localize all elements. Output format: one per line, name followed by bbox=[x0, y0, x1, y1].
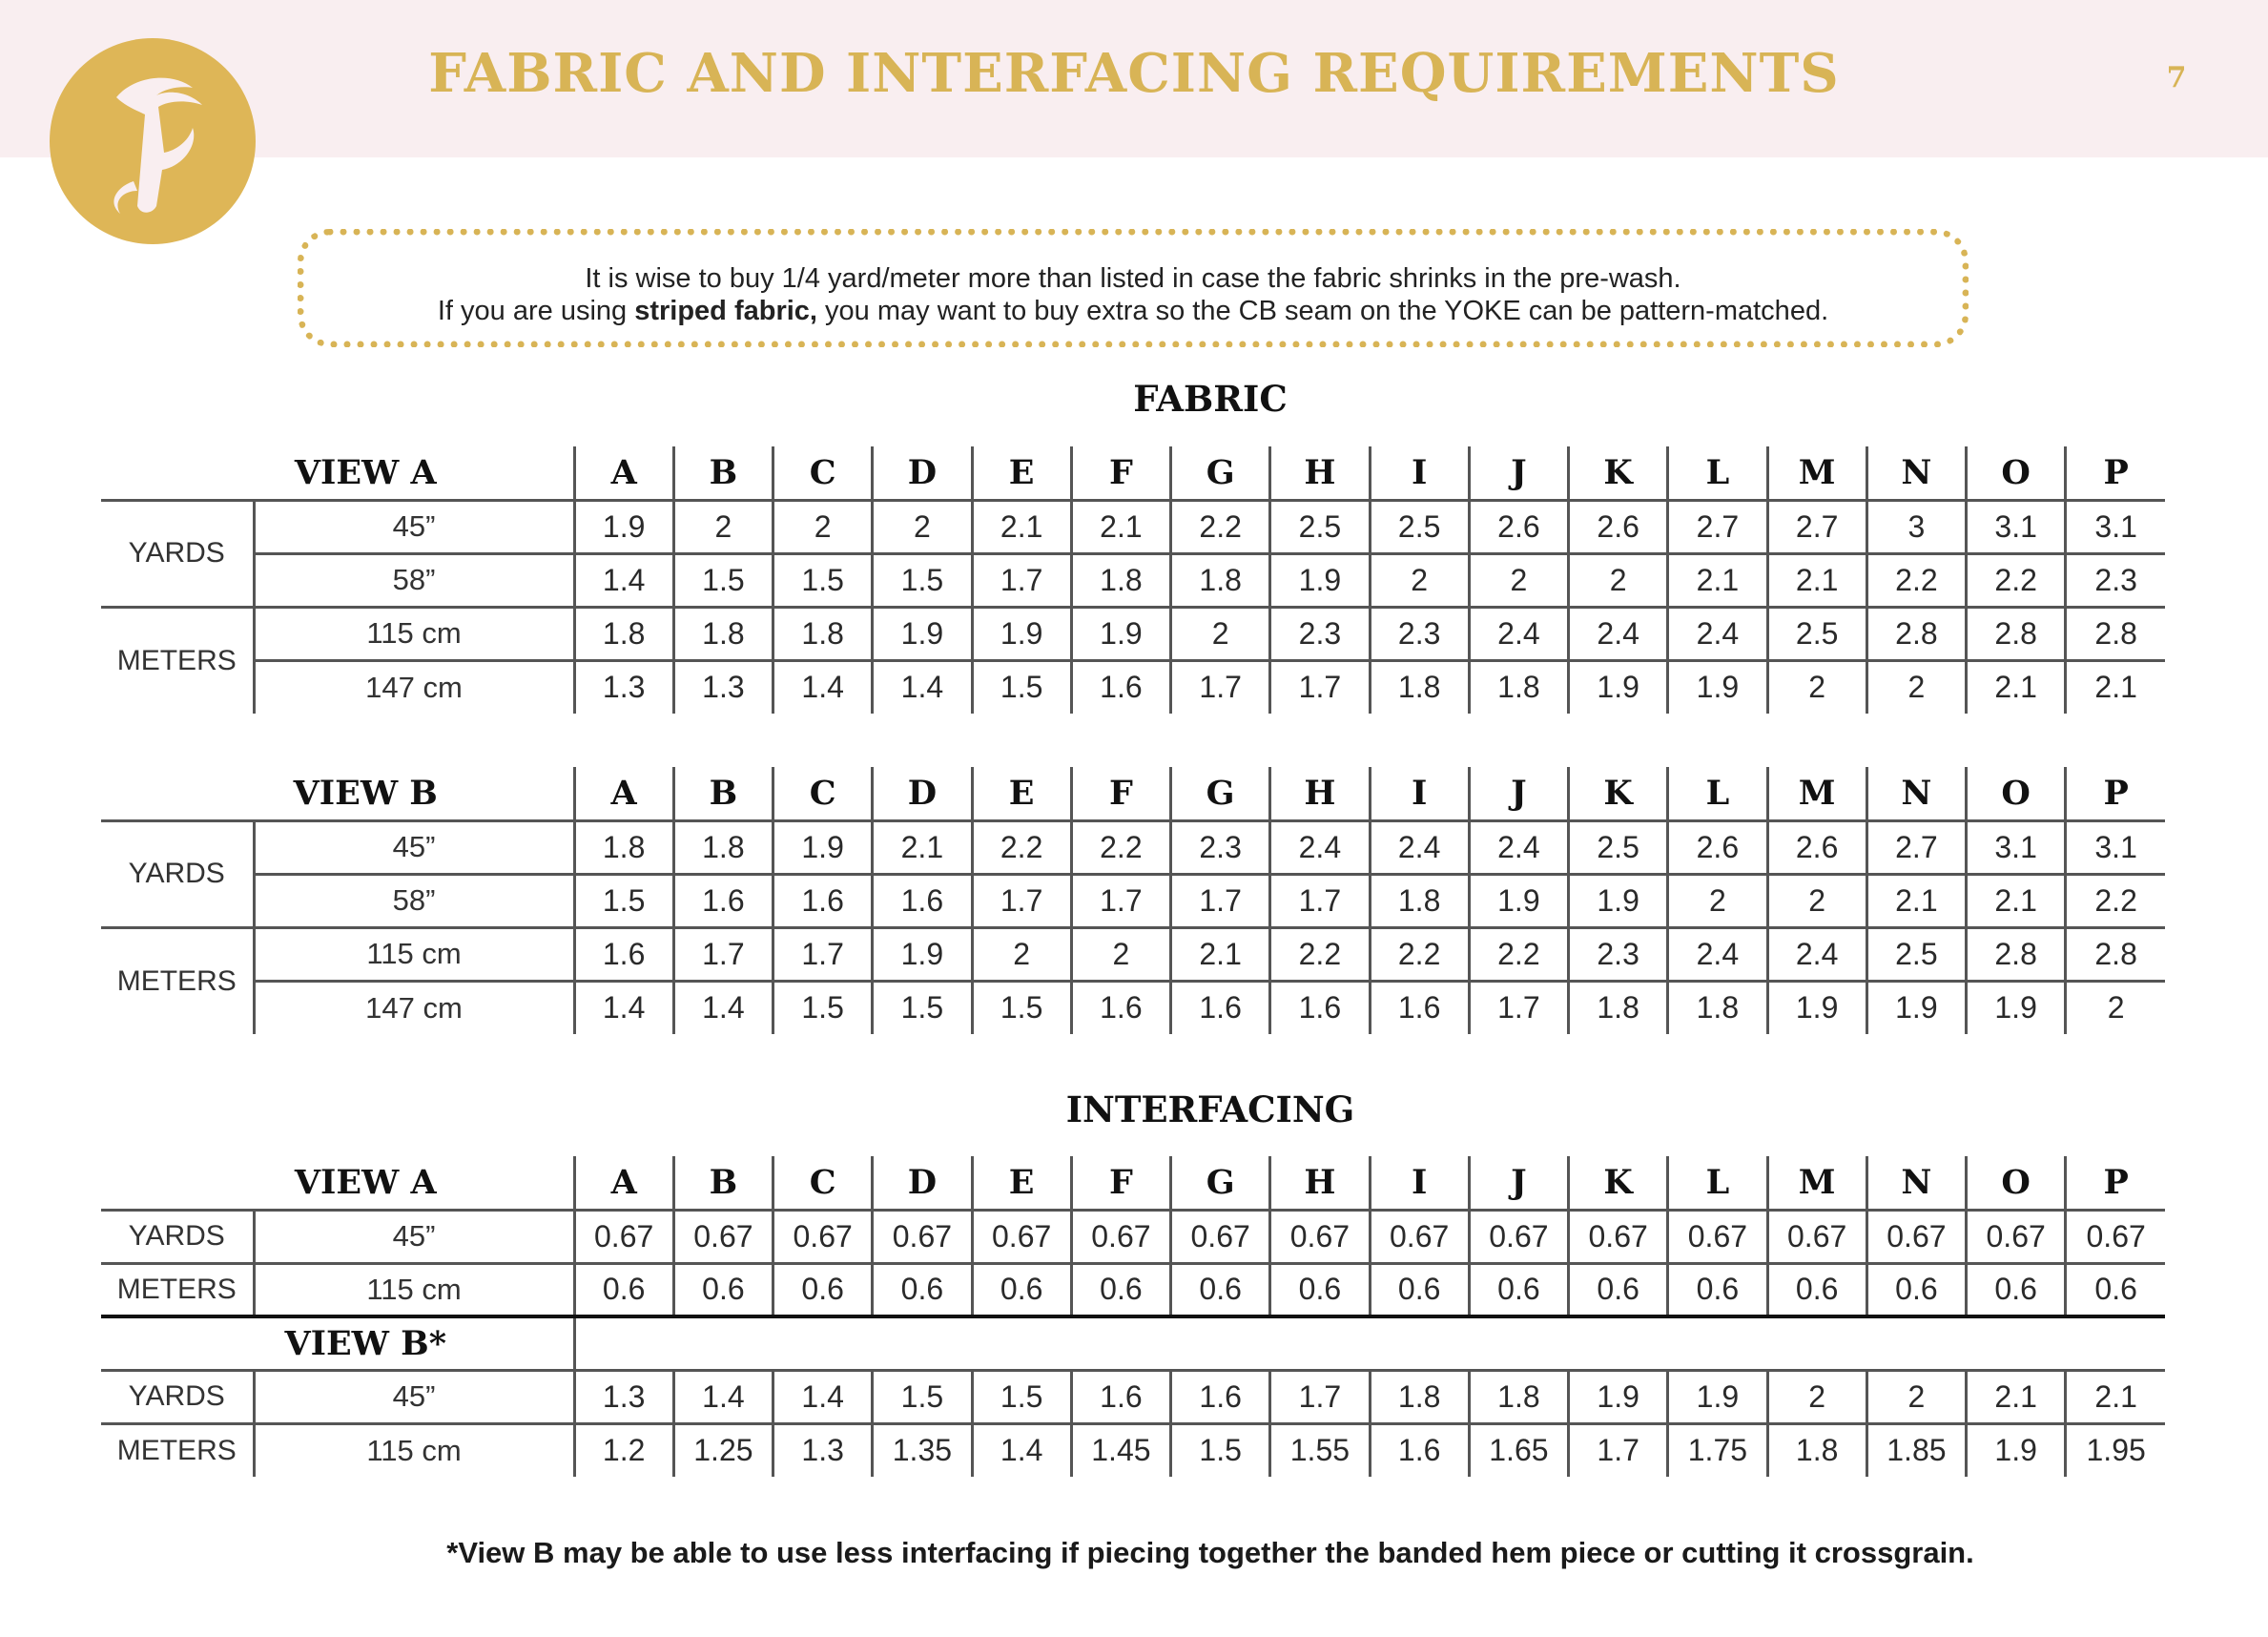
size-header: C bbox=[773, 1156, 873, 1210]
value-cell: 1.5 bbox=[873, 981, 972, 1034]
value-cell: 0.67 bbox=[1866, 1210, 1966, 1263]
value-cell: 1.8 bbox=[1668, 981, 1767, 1034]
size-header: M bbox=[1767, 446, 1866, 500]
size-header: J bbox=[1469, 1156, 1568, 1210]
size-header: D bbox=[873, 446, 972, 500]
value-cell: 1.5 bbox=[873, 1370, 972, 1423]
value-cell: 2 bbox=[1866, 1370, 1966, 1423]
value-cell: 1.3 bbox=[773, 1423, 873, 1477]
value-cell: 1.7 bbox=[1469, 981, 1568, 1034]
value-cell: 2 bbox=[873, 500, 972, 553]
value-cell: 1.5 bbox=[574, 874, 673, 927]
value-cell: 1.9 bbox=[1569, 660, 1668, 714]
note-line-2-pre: If you are using bbox=[437, 296, 635, 326]
size-header: F bbox=[1071, 446, 1170, 500]
unit-label: YARDS bbox=[101, 1370, 254, 1423]
width-cell: 115 cm bbox=[254, 1263, 574, 1316]
size-header: O bbox=[1967, 446, 2066, 500]
value-cell: 2.4 bbox=[1270, 820, 1370, 874]
value-cell: 1.9 bbox=[1668, 1370, 1767, 1423]
value-cell: 1.6 bbox=[1071, 660, 1170, 714]
unit-label: YARDS bbox=[101, 1210, 254, 1263]
width-cell: 58” bbox=[254, 874, 574, 927]
value-cell: 1.4 bbox=[773, 660, 873, 714]
value-cell: 2.4 bbox=[1469, 607, 1568, 660]
value-cell: 2.2 bbox=[1469, 927, 1568, 981]
blank-cell bbox=[574, 1316, 2165, 1370]
value-cell: 1.8 bbox=[1071, 553, 1170, 607]
value-cell: 1.7 bbox=[1171, 874, 1270, 927]
value-cell: 1.45 bbox=[1071, 1423, 1170, 1477]
value-cell: 2.2 bbox=[972, 820, 1071, 874]
value-cell: 3.1 bbox=[2066, 820, 2165, 874]
value-cell: 2.6 bbox=[1668, 820, 1767, 874]
size-header: M bbox=[1767, 1156, 1866, 1210]
value-cell: 1.4 bbox=[773, 1370, 873, 1423]
size-header: E bbox=[972, 767, 1071, 820]
value-cell: 2 bbox=[1171, 607, 1270, 660]
value-cell: 2 bbox=[1866, 660, 1966, 714]
value-cell: 2.4 bbox=[1767, 927, 1866, 981]
value-cell: 0.6 bbox=[972, 1263, 1071, 1316]
interfacing-section-title: INTERFACING bbox=[1065, 1088, 1355, 1130]
unit-label: YARDS bbox=[101, 820, 254, 927]
value-cell: 1.8 bbox=[574, 820, 673, 874]
value-cell: 0.67 bbox=[1071, 1210, 1170, 1263]
size-header: I bbox=[1370, 767, 1469, 820]
value-cell: 2 bbox=[773, 500, 873, 553]
value-cell: 0.6 bbox=[1569, 1263, 1668, 1316]
value-cell: 2.2 bbox=[1866, 553, 1966, 607]
value-cell: 1.65 bbox=[1469, 1423, 1568, 1477]
value-cell: 1.6 bbox=[1071, 981, 1170, 1034]
value-cell: 2.2 bbox=[2066, 874, 2165, 927]
size-header: P bbox=[2066, 1156, 2165, 1210]
table-row bbox=[101, 1210, 2165, 1263]
width-cell: 45” bbox=[254, 500, 574, 553]
value-cell: 1.5 bbox=[873, 553, 972, 607]
value-cell: 0.67 bbox=[673, 1210, 773, 1263]
size-header: L bbox=[1668, 446, 1767, 500]
note-line-2-bold: striped fabric, bbox=[634, 296, 817, 326]
value-cell: 2 bbox=[1767, 874, 1866, 927]
size-header: E bbox=[972, 1156, 1071, 1210]
value-cell: 0.67 bbox=[1270, 1210, 1370, 1263]
value-cell: 1.5 bbox=[773, 553, 873, 607]
value-cell: 1.6 bbox=[873, 874, 972, 927]
value-cell: 0.6 bbox=[1370, 1263, 1469, 1316]
value-cell: 1.6 bbox=[1071, 1370, 1170, 1423]
value-cell: 0.6 bbox=[574, 1263, 673, 1316]
value-cell: 1.9 bbox=[1967, 1423, 2066, 1477]
value-cell: 1.3 bbox=[574, 660, 673, 714]
table-row bbox=[101, 1370, 2165, 1423]
value-cell: 2.5 bbox=[1370, 500, 1469, 553]
interfacing-table bbox=[101, 1156, 2165, 1477]
value-cell: 1.25 bbox=[673, 1423, 773, 1477]
unit-label: YARDS bbox=[101, 500, 254, 607]
value-cell: 1.85 bbox=[1866, 1423, 1966, 1477]
value-cell: 1.7 bbox=[972, 874, 1071, 927]
value-cell: 2 bbox=[972, 927, 1071, 981]
value-cell: 2.3 bbox=[2066, 553, 2165, 607]
value-cell: 2.1 bbox=[1171, 927, 1270, 981]
value-cell: 2.8 bbox=[1967, 607, 2066, 660]
value-cell: 0.6 bbox=[1071, 1263, 1170, 1316]
value-cell: 0.6 bbox=[1967, 1263, 2066, 1316]
value-cell: 2.1 bbox=[873, 820, 972, 874]
size-header: J bbox=[1469, 446, 1568, 500]
size-header: L bbox=[1668, 767, 1767, 820]
value-cell: 3.1 bbox=[1967, 500, 2066, 553]
width-cell: 58” bbox=[254, 553, 574, 607]
size-header: F bbox=[1071, 1156, 1170, 1210]
value-cell: 1.6 bbox=[673, 874, 773, 927]
value-cell: 0.67 bbox=[1767, 1210, 1866, 1263]
size-header: K bbox=[1569, 1156, 1668, 1210]
value-cell: 2.6 bbox=[1569, 500, 1668, 553]
value-cell: 1.9 bbox=[1469, 874, 1568, 927]
unit-label: METERS bbox=[116, 964, 237, 997]
value-cell: 0.6 bbox=[773, 1263, 873, 1316]
value-cell: 1.3 bbox=[574, 1370, 673, 1423]
width-cell: 115 cm bbox=[254, 607, 574, 660]
width-cell: 115 cm bbox=[254, 1423, 574, 1477]
value-cell: 2.1 bbox=[1866, 874, 1966, 927]
value-cell: 2 bbox=[1071, 927, 1170, 981]
note-box bbox=[298, 229, 1969, 347]
value-cell: 2 bbox=[1469, 553, 1568, 607]
width-cell: 147 cm bbox=[254, 660, 574, 714]
value-cell: 2.4 bbox=[1668, 607, 1767, 660]
value-cell: 2.6 bbox=[1767, 820, 1866, 874]
table-row bbox=[101, 660, 2165, 714]
value-cell: 1.7 bbox=[773, 927, 873, 981]
table-row bbox=[101, 553, 2165, 607]
value-cell: 0.67 bbox=[873, 1210, 972, 1263]
size-header: G bbox=[1171, 446, 1270, 500]
value-cell: 2.4 bbox=[1569, 607, 1668, 660]
value-cell: 1.9 bbox=[873, 607, 972, 660]
note-line-2 bbox=[304, 295, 1962, 327]
value-cell: 0.67 bbox=[1469, 1210, 1568, 1263]
value-cell: 1.8 bbox=[574, 607, 673, 660]
size-header: B bbox=[673, 767, 773, 820]
view-label: VIEW B bbox=[101, 767, 574, 820]
value-cell: 1.4 bbox=[673, 1370, 773, 1423]
value-cell: 1.7 bbox=[1270, 1370, 1370, 1423]
note-line-2-post: you may want to buy extra so the CB seam on the YOKE can be pattern-matched. bbox=[816, 296, 1829, 326]
value-cell: 0.6 bbox=[873, 1263, 972, 1316]
value-cell: 0.67 bbox=[574, 1210, 673, 1263]
value-cell: 0.6 bbox=[2066, 1263, 2165, 1316]
value-cell: 1.6 bbox=[773, 874, 873, 927]
value-cell: 2.3 bbox=[1171, 820, 1270, 874]
value-cell: 2.8 bbox=[1866, 607, 1966, 660]
table-row bbox=[101, 1263, 2165, 1316]
value-cell: 1.8 bbox=[1767, 1423, 1866, 1477]
table-header-row bbox=[101, 1156, 2165, 1210]
value-cell: 2.7 bbox=[1767, 500, 1866, 553]
value-cell: 0.6 bbox=[1668, 1263, 1767, 1316]
value-cell: 2.1 bbox=[1071, 500, 1170, 553]
unit-label: METERS bbox=[101, 1263, 254, 1316]
value-cell: 1.9 bbox=[1270, 553, 1370, 607]
value-cell: 1.9 bbox=[1569, 874, 1668, 927]
value-cell: 2.5 bbox=[1767, 607, 1866, 660]
value-cell: 1.4 bbox=[574, 553, 673, 607]
value-cell: 1.5 bbox=[773, 981, 873, 1034]
value-cell: 1.6 bbox=[574, 927, 673, 981]
value-cell: 2 bbox=[1668, 874, 1767, 927]
value-cell: 1.6 bbox=[1171, 1370, 1270, 1423]
value-cell: 1.55 bbox=[1270, 1423, 1370, 1477]
value-cell: 1.9 bbox=[773, 820, 873, 874]
value-cell: 1.8 bbox=[1469, 1370, 1568, 1423]
table-row bbox=[101, 820, 2165, 874]
value-cell: 2.5 bbox=[1569, 820, 1668, 874]
value-cell: 3.1 bbox=[1967, 820, 2066, 874]
size-header: A bbox=[574, 446, 673, 500]
value-cell: 1.9 bbox=[574, 500, 673, 553]
value-cell: 2.4 bbox=[1370, 820, 1469, 874]
unit-label: METERS bbox=[116, 644, 237, 676]
value-cell: 2 bbox=[1370, 553, 1469, 607]
size-header: K bbox=[1569, 767, 1668, 820]
value-cell: 1.6 bbox=[1370, 1423, 1469, 1477]
size-header: E bbox=[972, 446, 1071, 500]
footnote: *View B may be able to use less interfacing if piecing together the banded hem piece or cutting it crossgrain. bbox=[446, 1536, 1974, 1569]
value-cell: 2.1 bbox=[1967, 1370, 2066, 1423]
value-cell: 2.2 bbox=[1071, 820, 1170, 874]
value-cell: 3.1 bbox=[2066, 500, 2165, 553]
value-cell: 1.9 bbox=[972, 607, 1071, 660]
size-header: I bbox=[1370, 446, 1469, 500]
value-cell: 2.8 bbox=[2066, 607, 2165, 660]
size-header: J bbox=[1469, 767, 1568, 820]
size-header: D bbox=[873, 767, 972, 820]
value-cell: 2.2 bbox=[1270, 927, 1370, 981]
value-cell: 0.67 bbox=[773, 1210, 873, 1263]
table-row bbox=[101, 927, 2165, 981]
width-cell: 147 cm bbox=[254, 981, 574, 1034]
size-header: P bbox=[2066, 446, 2165, 500]
value-cell: 1.9 bbox=[1967, 981, 2066, 1034]
width-cell: 45” bbox=[254, 1210, 574, 1263]
value-cell: 0.67 bbox=[1171, 1210, 1270, 1263]
value-cell: 2 bbox=[1569, 553, 1668, 607]
value-cell: 1.8 bbox=[773, 607, 873, 660]
size-header: M bbox=[1767, 767, 1866, 820]
view-label: VIEW A bbox=[101, 446, 574, 500]
value-cell: 1.5 bbox=[972, 660, 1071, 714]
value-cell: 1.7 bbox=[1270, 874, 1370, 927]
value-cell: 1.6 bbox=[1270, 981, 1370, 1034]
width-cell: 115 cm bbox=[254, 927, 574, 981]
value-cell: 1.4 bbox=[873, 660, 972, 714]
value-cell: 0.6 bbox=[1270, 1263, 1370, 1316]
size-header: G bbox=[1171, 767, 1270, 820]
size-header: L bbox=[1668, 1156, 1767, 1210]
value-cell: 1.4 bbox=[574, 981, 673, 1034]
value-cell: 1.9 bbox=[873, 927, 972, 981]
value-cell: 2.1 bbox=[1967, 660, 2066, 714]
value-cell: 2.4 bbox=[1469, 820, 1568, 874]
value-cell: 2.3 bbox=[1370, 607, 1469, 660]
value-cell: 2.1 bbox=[2066, 1370, 2165, 1423]
value-cell: 1.8 bbox=[1171, 553, 1270, 607]
value-cell: 0.6 bbox=[1866, 1263, 1966, 1316]
value-cell: 0.6 bbox=[1171, 1263, 1270, 1316]
size-header: P bbox=[2066, 767, 2165, 820]
size-header: D bbox=[873, 1156, 972, 1210]
value-cell: 2.1 bbox=[1767, 553, 1866, 607]
value-cell: 1.6 bbox=[1171, 981, 1270, 1034]
value-cell: 1.9 bbox=[1668, 660, 1767, 714]
value-cell: 1.7 bbox=[972, 553, 1071, 607]
value-cell: 0.67 bbox=[1370, 1210, 1469, 1263]
fabric-view-b-table bbox=[101, 767, 2165, 1034]
size-header: G bbox=[1171, 1156, 1270, 1210]
value-cell: 0.67 bbox=[972, 1210, 1071, 1263]
value-cell: 1.7 bbox=[1171, 660, 1270, 714]
value-cell: 2.8 bbox=[2066, 927, 2165, 981]
size-header: B bbox=[673, 1156, 773, 1210]
value-cell: 1.8 bbox=[1370, 1370, 1469, 1423]
value-cell: 0.6 bbox=[1469, 1263, 1568, 1316]
size-header: A bbox=[574, 767, 673, 820]
size-header: A bbox=[574, 1156, 673, 1210]
size-header: H bbox=[1270, 767, 1370, 820]
value-cell: 2.7 bbox=[1668, 500, 1767, 553]
value-cell: 0.67 bbox=[1569, 1210, 1668, 1263]
value-cell: 2.6 bbox=[1469, 500, 1568, 553]
value-cell: 1.8 bbox=[1370, 660, 1469, 714]
value-cell: 1.8 bbox=[673, 820, 773, 874]
value-cell: 1.95 bbox=[2066, 1423, 2165, 1477]
value-cell: 2.8 bbox=[1967, 927, 2066, 981]
value-cell: 2 bbox=[2066, 981, 2165, 1034]
value-cell: 1.5 bbox=[673, 553, 773, 607]
table-row bbox=[101, 981, 2165, 1034]
table-row bbox=[101, 1423, 2165, 1477]
size-header: N bbox=[1866, 1156, 1966, 1210]
table-row bbox=[101, 500, 2165, 553]
size-header: C bbox=[773, 767, 873, 820]
value-cell: 1.2 bbox=[574, 1423, 673, 1477]
value-cell: 1.7 bbox=[1569, 1423, 1668, 1477]
value-cell: 3 bbox=[1866, 500, 1966, 553]
value-cell: 1.9 bbox=[1569, 1370, 1668, 1423]
size-header: N bbox=[1866, 767, 1966, 820]
value-cell: 1.5 bbox=[972, 981, 1071, 1034]
fabric-section-title: FABRIC bbox=[1133, 378, 1288, 420]
value-cell: 1.5 bbox=[1171, 1423, 1270, 1477]
size-header: K bbox=[1569, 446, 1668, 500]
value-cell: 1.7 bbox=[1270, 660, 1370, 714]
note-line-1: It is wise to buy 1/4 yard/meter more than listed in case the fabric shrinks in the pre-wash. bbox=[585, 263, 1681, 294]
value-cell: 2.1 bbox=[2066, 660, 2165, 714]
size-header: H bbox=[1270, 1156, 1370, 1210]
size-header: F bbox=[1071, 767, 1170, 820]
size-header: B bbox=[673, 446, 773, 500]
value-cell: 1.4 bbox=[673, 981, 773, 1034]
value-cell: 1.8 bbox=[1569, 981, 1668, 1034]
size-header: O bbox=[1967, 1156, 2066, 1210]
size-header: C bbox=[773, 446, 873, 500]
value-cell: 2.1 bbox=[1967, 874, 2066, 927]
value-cell: 1.9 bbox=[1866, 981, 1966, 1034]
value-cell: 2.1 bbox=[1668, 553, 1767, 607]
value-cell: 1.8 bbox=[1469, 660, 1568, 714]
value-cell: 2.2 bbox=[1171, 500, 1270, 553]
value-cell: 2 bbox=[1767, 660, 1866, 714]
size-header: N bbox=[1866, 446, 1966, 500]
width-cell: 45” bbox=[254, 820, 574, 874]
value-cell: 2.5 bbox=[1866, 927, 1966, 981]
value-cell: 0.6 bbox=[1767, 1263, 1866, 1316]
page-title: FABRIC AND INTERFACING REQUIREMENTS bbox=[428, 42, 1840, 105]
value-cell: 1.7 bbox=[673, 927, 773, 981]
value-cell: 2.2 bbox=[1967, 553, 2066, 607]
table-header-row bbox=[101, 767, 2165, 820]
value-cell: 2.1 bbox=[972, 500, 1071, 553]
value-cell: 2.3 bbox=[1270, 607, 1370, 660]
value-cell: 1.4 bbox=[972, 1423, 1071, 1477]
value-cell: 2.7 bbox=[1866, 820, 1966, 874]
value-cell: 1.5 bbox=[972, 1370, 1071, 1423]
value-cell: 1.8 bbox=[1370, 874, 1469, 927]
size-header: H bbox=[1270, 446, 1370, 500]
value-cell: 1.35 bbox=[873, 1423, 972, 1477]
width-cell: 45” bbox=[254, 1370, 574, 1423]
value-cell: 1.9 bbox=[1071, 607, 1170, 660]
value-cell: 2.3 bbox=[1569, 927, 1668, 981]
view-label: VIEW A bbox=[101, 1156, 574, 1210]
value-cell: 0.6 bbox=[673, 1263, 773, 1316]
value-cell: 2.2 bbox=[1370, 927, 1469, 981]
value-cell: 2.5 bbox=[1270, 500, 1370, 553]
view-b-label-row bbox=[101, 1316, 2165, 1370]
value-cell: 1.6 bbox=[1370, 981, 1469, 1034]
value-cell: 1.9 bbox=[1767, 981, 1866, 1034]
table-row bbox=[101, 874, 2165, 927]
table-header-row bbox=[101, 446, 2165, 500]
size-header: I bbox=[1370, 1156, 1469, 1210]
table-row bbox=[101, 607, 2165, 660]
fabric-view-a-table bbox=[101, 446, 2165, 714]
value-cell: 1.75 bbox=[1668, 1423, 1767, 1477]
value-cell: 0.67 bbox=[2066, 1210, 2165, 1263]
value-cell: 0.67 bbox=[1967, 1210, 2066, 1263]
value-cell: 2.4 bbox=[1668, 927, 1767, 981]
value-cell: 2 bbox=[673, 500, 773, 553]
value-cell: 1.7 bbox=[1071, 874, 1170, 927]
unit-label: METERS bbox=[116, 1434, 237, 1466]
value-cell: 0.67 bbox=[1668, 1210, 1767, 1263]
page-number: 7 bbox=[2166, 61, 2187, 94]
value-cell: 2 bbox=[1767, 1370, 1866, 1423]
value-cell: 1.8 bbox=[673, 607, 773, 660]
view-label: VIEW B* bbox=[101, 1316, 574, 1370]
value-cell: 1.3 bbox=[673, 660, 773, 714]
size-header: O bbox=[1967, 767, 2066, 820]
